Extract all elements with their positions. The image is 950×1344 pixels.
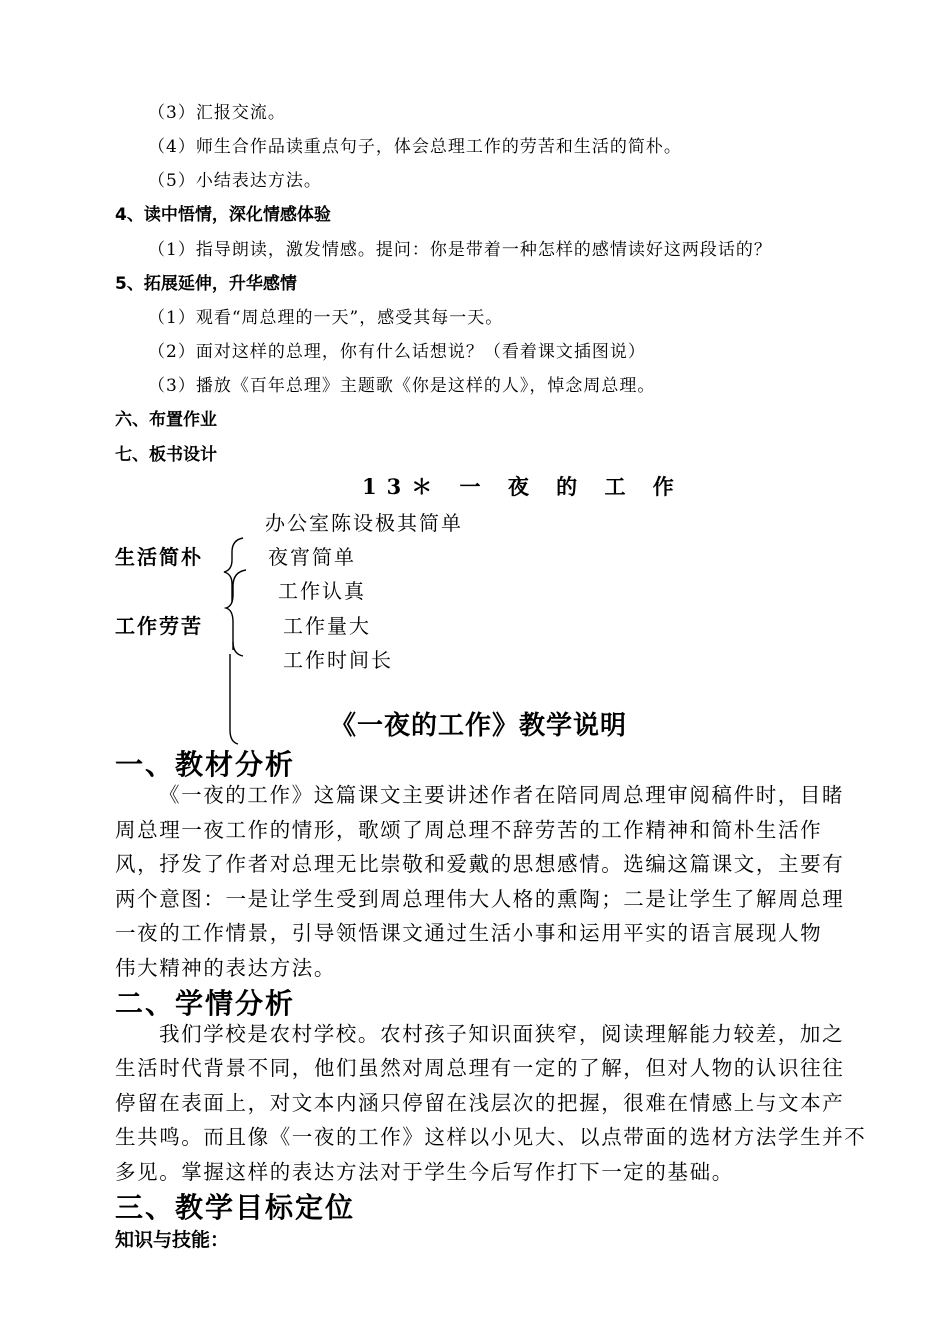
part-1-line: 《一夜的工作》这篇课文主要讲述作者在陪同周总理审阅稿件时，目睹 [159,783,845,807]
section-5-item-2: （2）面对这样的总理，你有什么话想说？（看着课文插图说） [148,342,646,362]
part-2-line: 生活时代背景不同，他们虽然对周总理有一定的了解，但对人物的认识往往 [115,1056,845,1080]
section-6-heading: 六、布置作业 [115,410,217,430]
step-5: （5）小结表达方法。 [148,171,322,191]
board-braces [210,530,250,770]
section-7-heading: 七、板书设计 [115,445,217,465]
part-1-line: 伟大精神的表达方法。 [115,956,336,980]
section-5-item-1: （1）观看“周总理的一天”，感受其每一天。 [148,308,504,328]
section-4-heading: 4、读中悟情，深化情感体验 [115,205,331,225]
part-1-line: 周总理一夜工作的情形，歌颂了周总理不辞劳苦的工作精神和简朴生活作 [115,818,823,842]
part-1-line: 一夜的工作情景，引导领悟课文通过生活小事和运用平实的语言展现人物 [115,921,823,945]
knowledge-skills-label: 知识与技能： [115,1229,230,1251]
section-4-item: （1）指导朗读，激发情感。提问：你是带着一种怎样的感情读好这两段话的？ [148,240,772,260]
part-2-line: 停留在表面上，对文本内涵只停留在浅层次的把握，很难在情感上与文本产 [115,1091,845,1115]
document-title: 《一夜的工作》教学说明 [330,711,628,741]
section-5-heading: 5、拓展延伸，升华感情 [115,274,297,294]
part-2-line: 生共鸣。而且像《一夜的工作》这样以小见大、以点带面的选材方法学生并不 [115,1125,867,1149]
step-3: （3）汇报交流。 [148,103,286,123]
part-2-line: 多见。掌握这样的表达方法对于学生今后写作打下一定的基础。 [115,1160,734,1184]
part-1-heading: 一、教材分析 [115,748,296,781]
part-3-heading: 三、教学目标定位 [115,1191,356,1224]
step-4: （4）师生合作品读重点句子，体会总理工作的劳苦和生活的简朴。 [148,137,682,157]
section-5-item-3: （3）播放《百年总理》主题歌《你是这样的人》，悼念周总理。 [148,376,656,396]
board-item-workload: 工作量大 [283,614,371,638]
part-2-line: 我们学校是农村学校。农村孩子知识面狭窄，阅读理解能力较差，加之 [159,1022,845,1046]
part-1-line: 两个意图：一是让学生受到周总理伟大人格的熏陶；二是让学生了解周总理 [115,887,845,911]
board-label-simple-life: 生活简朴 [115,545,203,569]
part-2-heading: 二、学情分析 [115,987,296,1020]
board-item-supper: 夜宵简单 [268,545,356,569]
board-title: 13＊ 一 夜 的 工 作 [362,474,684,499]
board-label-hard-work: 工作劳苦 [115,614,203,638]
part-1-line: 风，抒发了作者对总理无比崇敬和爱戴的思想感情。选编这篇课文，主要有 [115,852,845,876]
board-item-long-hours: 工作时间长 [283,648,393,672]
board-item-serious: 工作认真 [278,579,366,603]
board-item-office: 办公室陈设极其简单 [265,511,463,535]
